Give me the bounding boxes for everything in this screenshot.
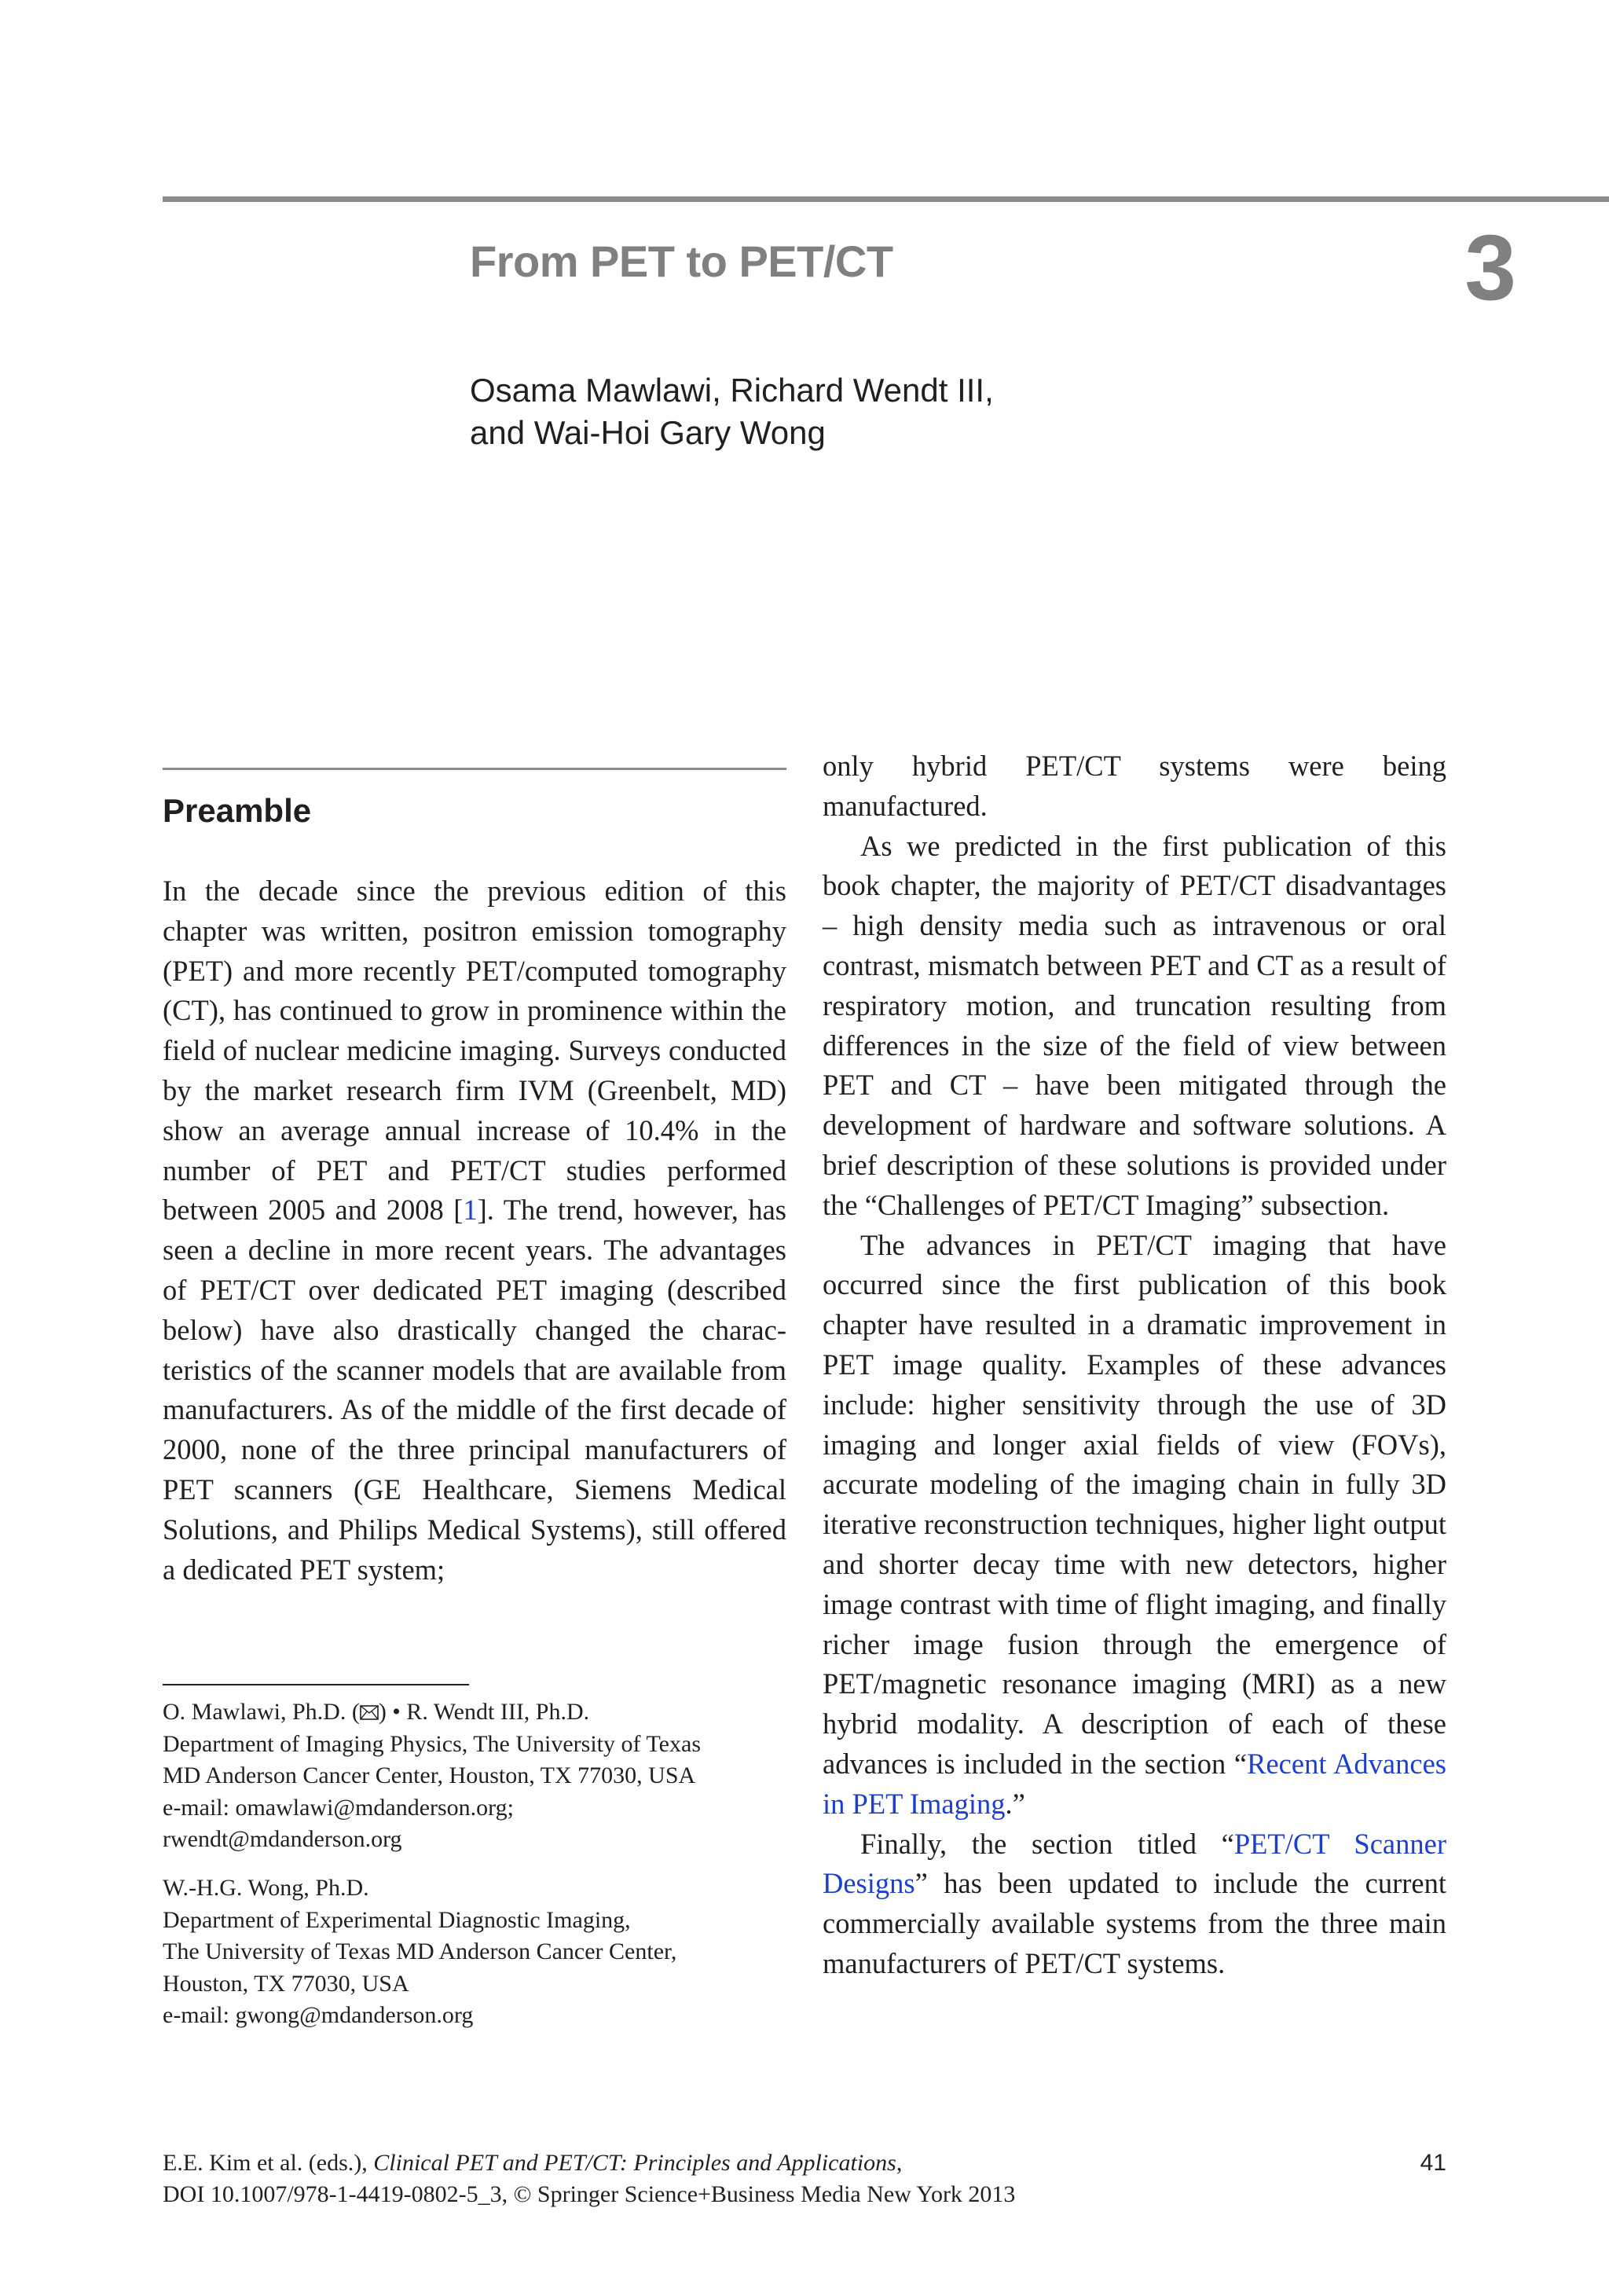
preamble-paragraph xyxy=(163,871,786,1590)
affiliation-line: The University of Texas MD Anderson Cancer Center, xyxy=(163,1938,677,1965)
affiliation-names xyxy=(163,1696,786,1729)
affiliation-email: rwendt@mdanderson.org xyxy=(163,1826,402,1853)
authors-line-2: and Wai-Hoi Gary Wong xyxy=(470,414,826,451)
paragraph-text: The advances in PET/CT imaging that have occurred since the first publication of this book chapter have resulted in a dramatic improvement in PET image quality. Examples of these advances include: higher sensitivity through the use of 3D imaging and longer axial fields of view (FOVs), accurate modeling of the imaging chain in fully 3D iterative reconstruction techniques, higher light output and shorter decay time with new detectors, higher image contrast with time of flight imaging, and finally richer image fusion through the emergence of PET/magnetic resonance imaging (MRI) as a new hybrid modality. A description of each of these advances is included in the section “ xyxy=(823,1228,1446,1780)
section-rule xyxy=(163,768,786,770)
envelope-icon xyxy=(360,1705,379,1720)
author-affiliation-2 xyxy=(163,1872,786,2032)
affiliation-email: e-mail: omawlawi@mdanderson.org; xyxy=(163,1794,514,1821)
paragraph: As we predicted in the first publication of this book chapter, the majority of PET/CT disadvantages – high density media such as intravenous or oral contrast, mismatch between PET and CT as a result of respiratory motion, and truncation resulting from differences in the size of the field of view between PET and CT – have been mitigated through the development of hardware and software solutions. A brief description of these solutions is provided under the “Challenges of PET/CT Imaging” subsection. xyxy=(823,829,1446,1221)
doi-line: DOI 10.1007/978-1-4419-0802-5_3, © Springer Science+Business Media New York 2013 xyxy=(163,2181,1016,2207)
paragraph-text: In the decade since the previous edition of this chapter was written, positron emission tomography (PET) and more recently PET/computed tomography (CT), has continued to grow in prominence within the field of nuclear medicine imaging. Surveys conducted by the market research firm IVM (Greenbelt, MD) show an average annual increase of 10.4% in the number of PET and PET/CT studies performed between 2005 and 2008 [ xyxy=(163,875,786,1227)
affiliation-line: Department of Experimental Diagnostic Imaging, xyxy=(163,1906,631,1933)
footer-text: , xyxy=(896,2150,903,2176)
paragraph-text: ” has been updated to include the current commercially available systems from the three main manufacturers of PET/CT systems. xyxy=(823,1867,1446,1979)
paragraph-text: .” xyxy=(1005,1787,1025,1820)
section-link-recent-advances[interactable]: Recent Advances in PET Imaging xyxy=(823,1747,1446,1820)
paragraph-text: ]. The trend, however, has seen a decline in more recent years. The advantages of PET/CT over dedicated PET imaging (described below) have also drastically changed the characteristics of the scanner models that are available from manufacturers. As of the middle of the first decade of 2000, none of the three principal manufacturers of PET scanners (GE Healthcare, Siemens Medical Solutions, and Philips Medical Systems), still offered a dedicated PET system; xyxy=(163,1194,786,1586)
footnote-rule xyxy=(163,1684,469,1685)
affiliation-text: O. Mawlawi, Ph.D. ( xyxy=(163,1699,360,1725)
affiliation-email: e-mail: gwong@mdanderson.org xyxy=(163,2002,474,2029)
affiliation-text: ) • R. Wendt III, Ph.D. xyxy=(378,1699,590,1725)
right-column xyxy=(823,746,1446,1984)
citation-link[interactable]: 1 xyxy=(463,1194,478,1227)
page-number: 41 xyxy=(1420,2150,1446,2176)
affiliation-line: MD Anderson Cancer Center, Houston, TX 77030, USA xyxy=(163,1762,696,1789)
paragraph xyxy=(823,1226,1446,1825)
chapter-top-rule xyxy=(163,196,1609,202)
affiliation-names: W.-H.G. Wong, Ph.D. xyxy=(163,1875,369,1901)
paragraph: only hybrid PET/CT systems were being manufactured. xyxy=(823,750,1446,822)
page-footer xyxy=(163,2147,1446,2210)
chapter-authors xyxy=(470,369,994,454)
left-column xyxy=(163,768,786,1590)
author-affiliation-1 xyxy=(163,1696,786,1856)
affiliation-line: Houston, TX 77030, USA xyxy=(163,1970,409,1997)
preamble-body xyxy=(163,871,786,1590)
paragraph-text: Finally, the section titled “ xyxy=(860,1827,1234,1860)
book-title: Clinical PET and PET/CT: Principles and Applications xyxy=(373,2150,896,2176)
paragraph xyxy=(823,1825,1446,1984)
section-link-scanner-designs[interactable]: PET/CT Scanner Designs xyxy=(823,1827,1446,1900)
citation-line xyxy=(163,2147,1446,2179)
footer-text: E.E. Kim et al. (eds.), xyxy=(163,2150,374,2176)
authors-line-1: Osama Mawlawi, Richard Wendt III, xyxy=(470,372,994,409)
chapter-number: 3 xyxy=(1464,216,1516,320)
affiliation-line: Department of Imaging Physics, The University of Texas xyxy=(163,1730,701,1757)
chapter-title: From PET to PET/CT xyxy=(470,237,893,286)
section-heading: Preamble xyxy=(163,792,312,829)
